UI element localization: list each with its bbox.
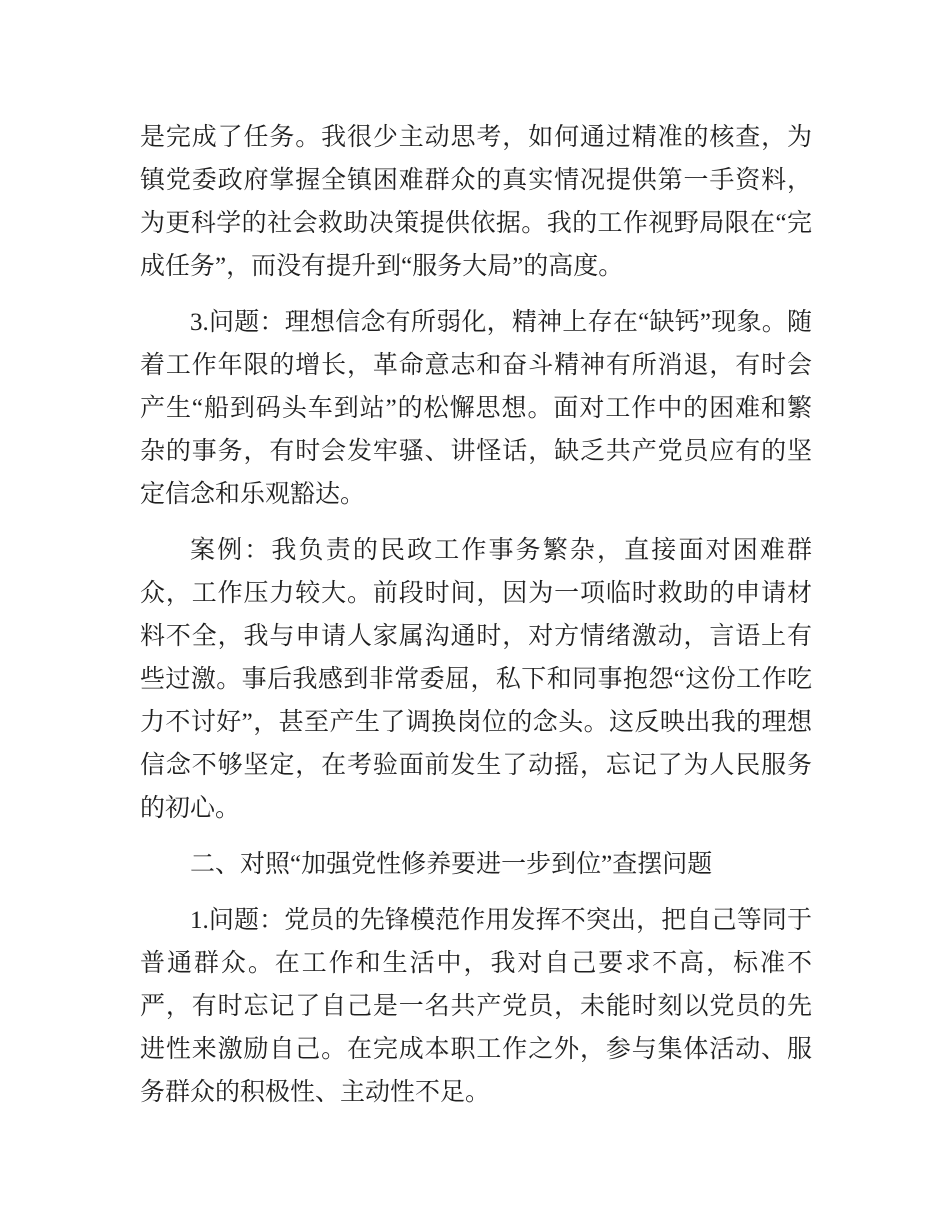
paragraph-problem-1: 1.问题：党员的先锋模范作用发挥不突出，把自己等同于普通群众。在工作和生活中，我对自己要求不高，标准不严，有时忘记了自己是一名共产党员，未能时刻以党员的先进性来激励自己。在完成本职工作之外，参与集体活动、服务群众的积极性、主动性不足。	[140, 907, 812, 1106]
paragraph-problem-3: 3.问题：理想信念有所弱化，精神上存在“缺钙”现象。随着工作年限的增长，革命意志和奋斗精神有所消退，有时会产生“船到码头车到站”的松懈思想。面对工作中的困难和繁杂的事务，有时会发牢骚、讲怪话，缺乏共产党员应有的坚定信念和乐观豁达。	[140, 309, 812, 508]
paragraph-continuation: 是完成了任务。我很少主动思考，如何通过精准的核查，为镇党委政府掌握全镇困难群众的真实情况提供第一手资料，为更科学的社会救助决策提供依据。我的工作视野局限在“完成任务”，而没有提升到“服务大局”的高度。	[140, 124, 812, 280]
paragraph-case-example: 案例：我负责的民政工作事务繁杂，直接面对困难群众，工作压力较大。前段时间，因为一项临时救助的申请材料不全，我与申请人家属沟通时，对方情绪激动，言语上有些过激。事后我感到非常委屈，私下和同事抱怨“这份工作吃力不讨好”，甚至产生了调换岗位的念头。这反映出我的理想信念不够坚定，在考验面前发生了动摇，忘记了为人民服务的初心。	[140, 537, 812, 822]
document-body	[140, 116, 812, 1114]
section-heading: 二、对照“加强党性修养要进一步到位”查摆问题	[190, 851, 713, 878]
